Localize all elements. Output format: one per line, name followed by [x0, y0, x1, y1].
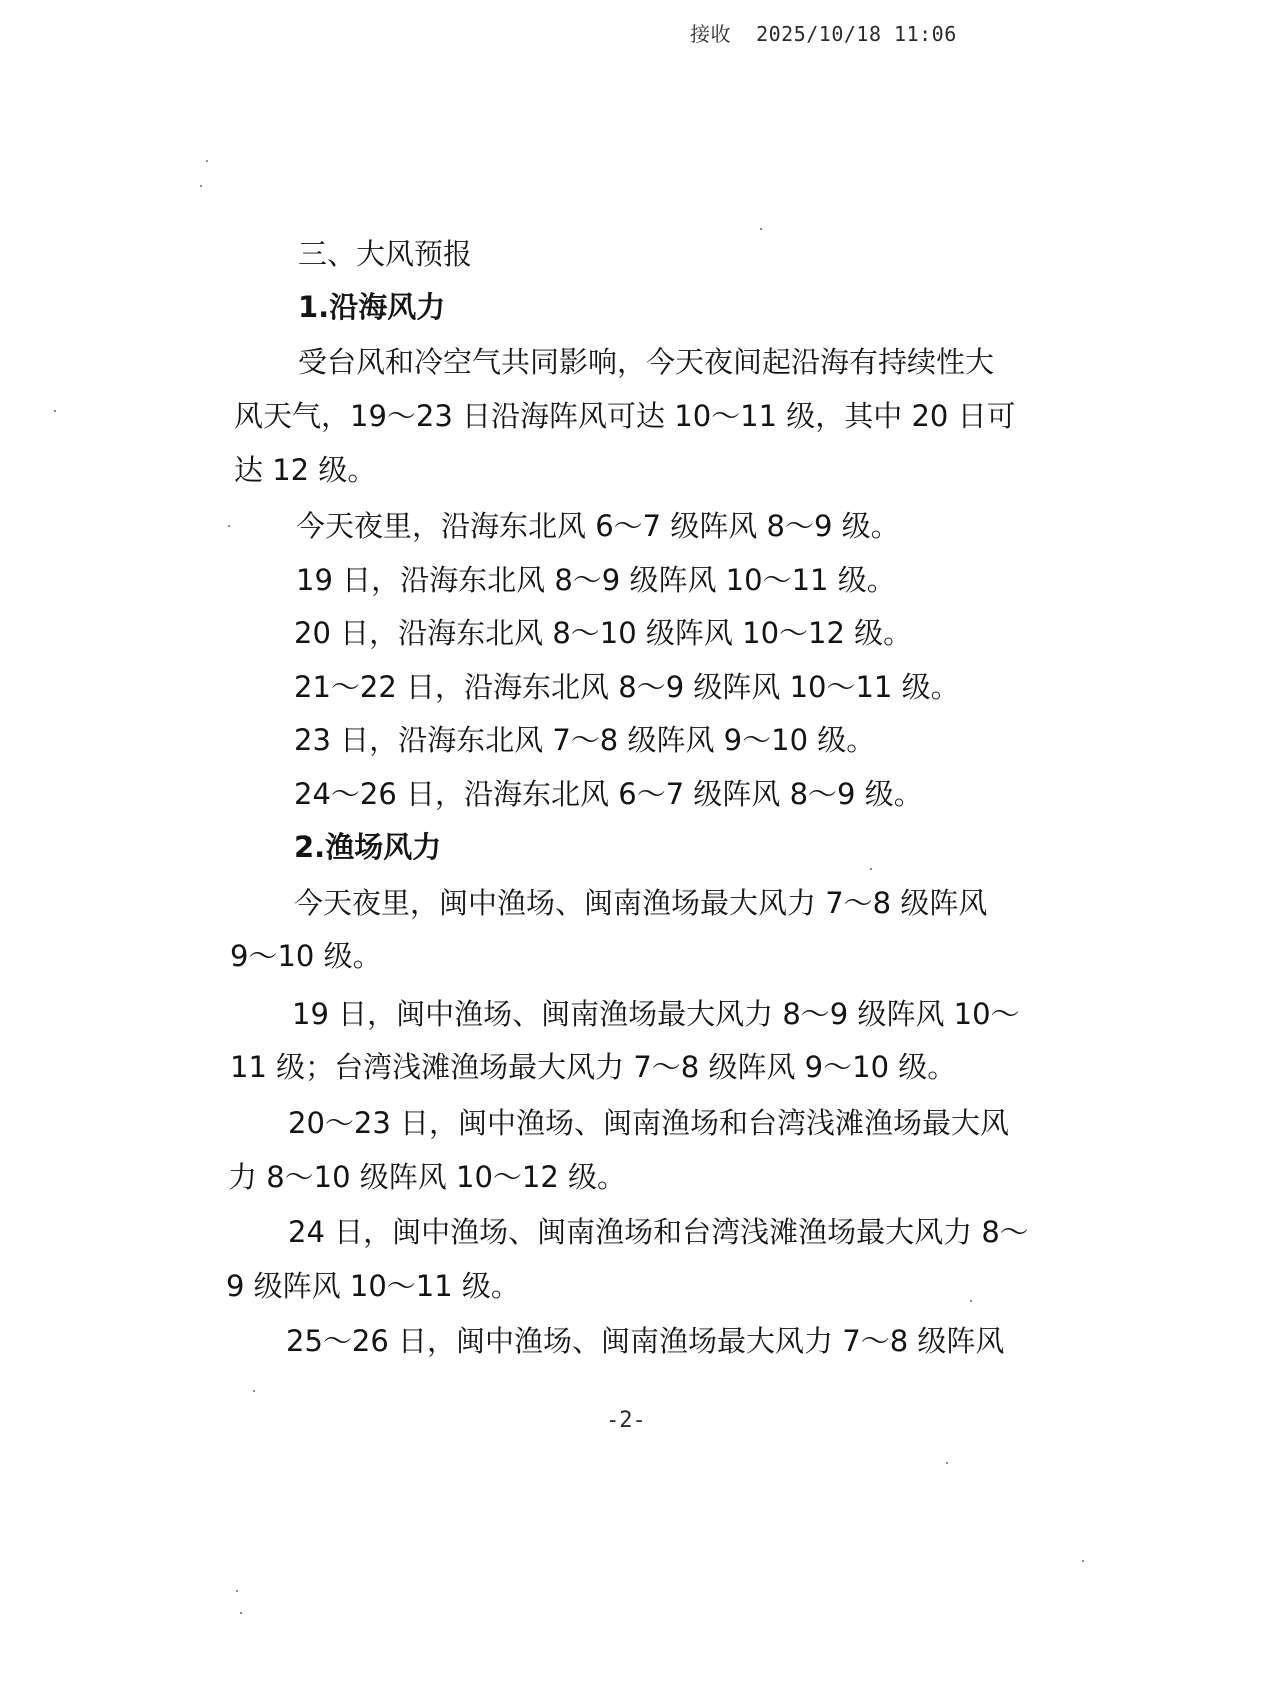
- fishery-line: 19 日，闽中渔场、闽南渔场最大风力 8～9 级阵风 10～: [292, 997, 1020, 1031]
- scan-speck: [1082, 1560, 1084, 1562]
- fishery-line: 25～26 日，闽中渔场、闽南渔场最大风力 7～8 级阵风: [286, 1324, 1005, 1358]
- coastal-item: 23 日，沿海东北风 7～8 级阵风 9～10 级。: [294, 723, 876, 757]
- scan-speck: [240, 1612, 242, 1614]
- receive-label: 接收: [690, 22, 731, 46]
- fishery-line: 9～10 级。: [230, 939, 382, 973]
- receive-datetime: 2025/10/18 11:06: [756, 22, 957, 46]
- fishery-line: 11 级；台湾浅滩渔场最大风力 7～8 级阵风 9～10 级。: [230, 1050, 957, 1084]
- scan-speck: [54, 410, 56, 412]
- scan-speck: [236, 1590, 238, 1592]
- fishery-line: 9 级阵风 10～11 级。: [226, 1269, 520, 1303]
- coastal-intro-line-2: 风天气，19～23 日沿海阵风可达 10～11 级，其中 20 日可: [234, 399, 1016, 433]
- coastal-item: 20 日，沿海东北风 8～10 级阵风 10～12 级。: [294, 616, 913, 650]
- scan-speck: [760, 228, 762, 230]
- coastal-item: 24～26 日，沿海东北风 6～7 级阵风 8～9 级。: [294, 777, 923, 811]
- fishery-line: 20～23 日，闽中渔场、闽南渔场和台湾浅滩渔场最大风: [288, 1106, 1010, 1140]
- coastal-intro-line-1: 受台风和冷空气共同影响，今天夜间起沿海有持续性大: [298, 345, 995, 379]
- fishery-heading: 2.渔场风力: [294, 830, 442, 864]
- scan-speck: [946, 1462, 948, 1464]
- receive-stamp: [690, 18, 957, 47]
- fishery-line: 力 8～10 级阵风 10～12 级。: [228, 1160, 627, 1194]
- coastal-item: 今天夜里，沿海东北风 6～7 级阵风 8～9 级。: [296, 509, 900, 543]
- coastal-intro-line-3: 达 12 级。: [234, 453, 377, 487]
- scan-speck: [253, 1390, 255, 1392]
- scan-speck: [206, 160, 208, 162]
- scan-speck: [228, 525, 230, 527]
- scan-speck: [970, 1300, 972, 1302]
- coastal-item: 19 日，沿海东北风 8～9 级阵风 10～11 级。: [296, 563, 896, 597]
- page-number: -2-: [606, 1408, 646, 1433]
- coastal-heading: 1.沿海风力: [298, 290, 446, 324]
- coastal-item: 21～22 日，沿海东北风 8～9 级阵风 10～11 级。: [294, 670, 960, 704]
- scan-speck: [200, 185, 202, 187]
- scan-speck: [870, 868, 872, 870]
- fishery-line: 24 日，闽中渔场、闽南渔场和台湾浅滩渔场最大风力 8～: [288, 1215, 1029, 1249]
- fishery-line: 今天夜里，闽中渔场、闽南渔场最大风力 7～8 级阵风: [294, 886, 988, 920]
- section-title: 三、大风预报: [298, 237, 473, 271]
